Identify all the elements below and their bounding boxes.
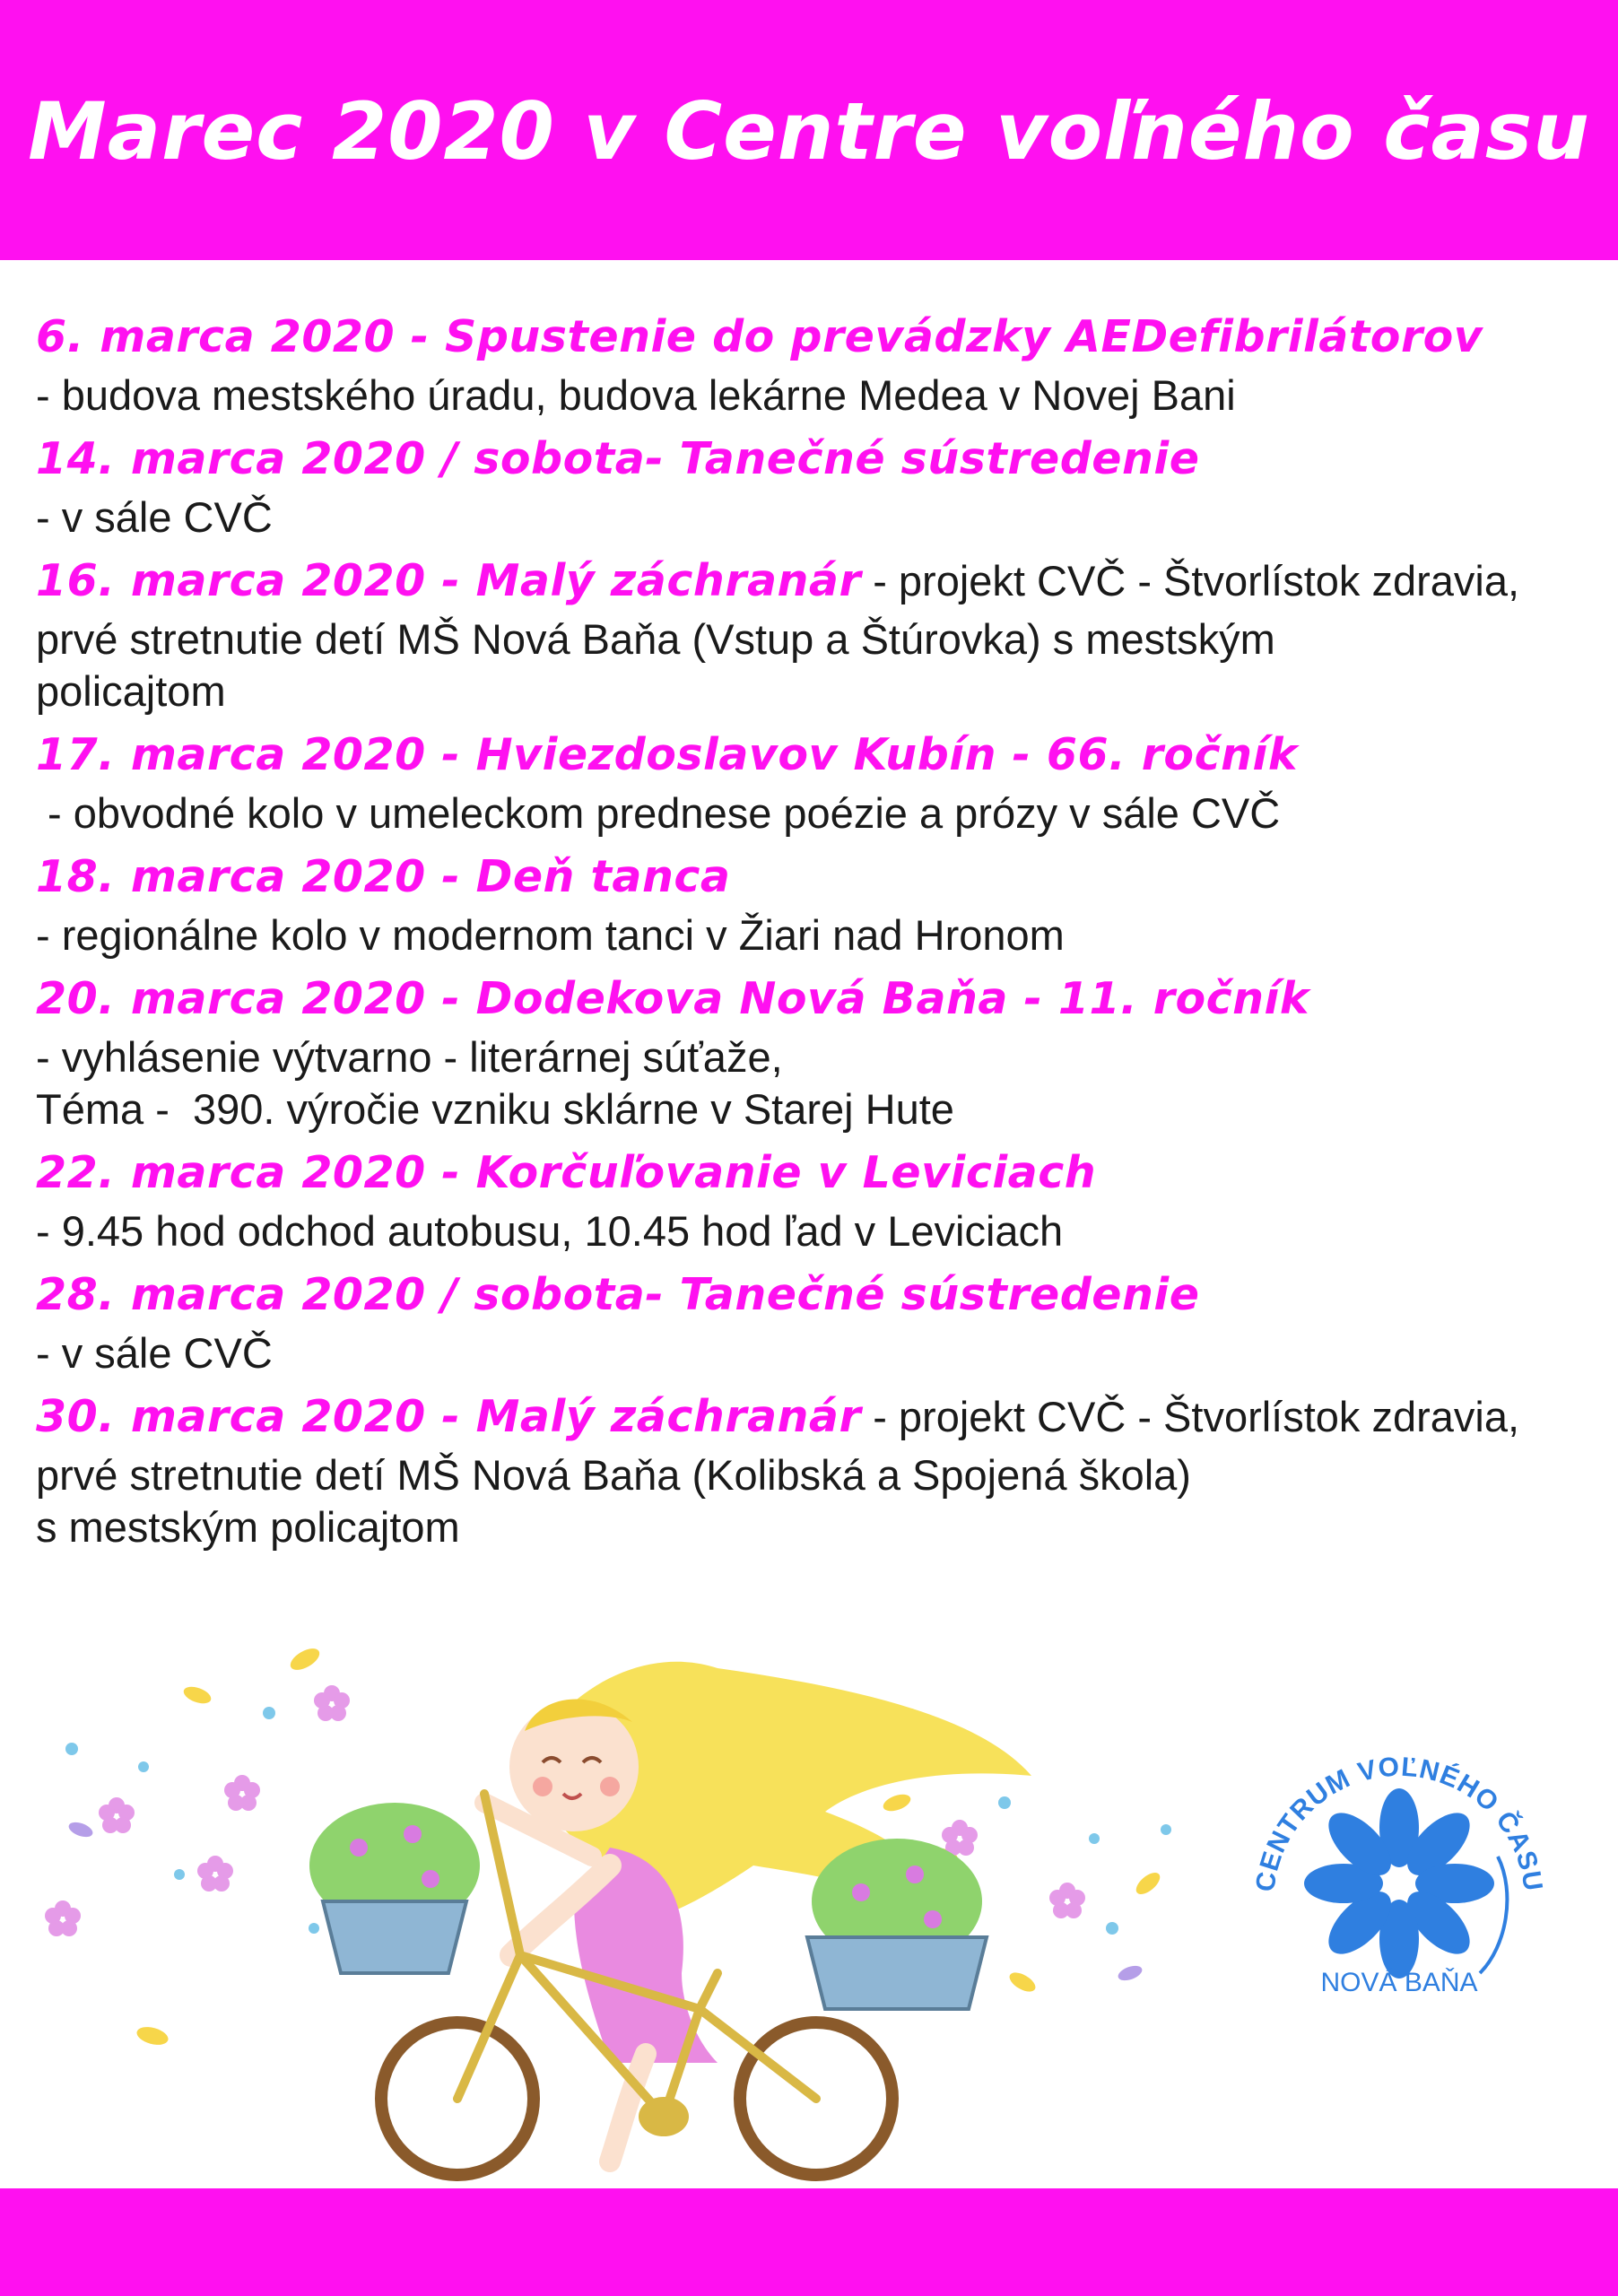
- event-title: 16. marca 2020 - Malý záchranár: [36, 555, 862, 606]
- event-title: 22. marca 2020 - Korčuľovanie v Leviciach: [36, 1147, 1097, 1198]
- event-description: - obvodné kolo v umeleckom prednese poézie a prózy v sále CVČ: [36, 789, 1281, 837]
- event-item: [36, 427, 1588, 544]
- event-description: - vyhlásenie výtvarno - literárnej súťaže,: [36, 1033, 783, 1081]
- event-item: [36, 1385, 1588, 1553]
- event-inline-text: - projekt CVČ - Štvorlístok zdravia,: [861, 557, 1520, 604]
- event-title: 30. marca 2020 - Malý záchranár: [36, 1391, 862, 1442]
- event-description: - 9.45 hod odchod autobusu, 10.45 hod ľad v Leviciach: [36, 1207, 1064, 1255]
- front-flower-basket: [309, 1803, 480, 1973]
- event-description: - regionálne kolo v modernom tanci v Žiari nad Hronom: [36, 911, 1065, 959]
- event-description: - budova mestského úradu, budova lekárne Medea v Novej Bani: [36, 371, 1236, 419]
- event-inline-text: - projekt CVČ - Štvorlístok zdravia,: [861, 1393, 1520, 1440]
- event-item: [36, 845, 1588, 961]
- event-title: 18. marca 2020 - Deň tanca: [36, 851, 731, 902]
- event-title: 17. marca 2020 - Hviezdoslavov Kubín - 66. ročník: [36, 729, 1298, 780]
- cvc-logo: [1238, 1722, 1561, 2045]
- event-description: - v sále CVČ: [36, 493, 273, 541]
- event-description: prvé stretnutie detí MŠ Nová Baňa (Kolibská a Spojená škola): [36, 1451, 1191, 1499]
- event-item: [36, 305, 1588, 422]
- event-item: [36, 1263, 1588, 1379]
- logo-top-text: CENTRUM VOĽNÉHO ČASU: [1250, 1752, 1548, 1894]
- event-description: Téma - 390. výročie vzniku sklárne v Starej Hute: [36, 1085, 954, 1133]
- event-title: 20. marca 2020 - Dodekova Nová Baňa - 11. ročník: [36, 973, 1309, 1024]
- girl-on-bicycle-illustration: [36, 1632, 1238, 2188]
- event-description: s mestským policajtom: [36, 1503, 460, 1551]
- event-item: [36, 723, 1588, 839]
- event-description: policajtom: [36, 667, 226, 715]
- logo-bottom-text: NOVÁ BAŇA: [1320, 1968, 1478, 1997]
- event-item: [36, 967, 1588, 1135]
- footer-band: [0, 2188, 1618, 2296]
- event-title: 6. marca 2020 - Spustenie do prevádzky AEDefibrilátorov: [36, 311, 1483, 362]
- event-item: [36, 549, 1588, 718]
- event-list: [36, 305, 1588, 1559]
- event-title: 14. marca 2020 / sobota- Tanečné sústredenie: [36, 433, 1200, 484]
- event-description: - v sále CVČ: [36, 1329, 273, 1377]
- flower-icon: [1304, 1788, 1494, 1979]
- event-title: 28. marca 2020 / sobota- Tanečné sústredenie: [36, 1269, 1200, 1320]
- rear-flower-basket: [807, 1839, 987, 2009]
- event-description: prvé stretnutie detí MŠ Nová Baňa (Vstup a Štúrovka) s mestským: [36, 615, 1275, 663]
- event-item: [36, 1141, 1588, 1257]
- page-title: Marec 2020 v Centre voľného času: [28, 85, 1590, 178]
